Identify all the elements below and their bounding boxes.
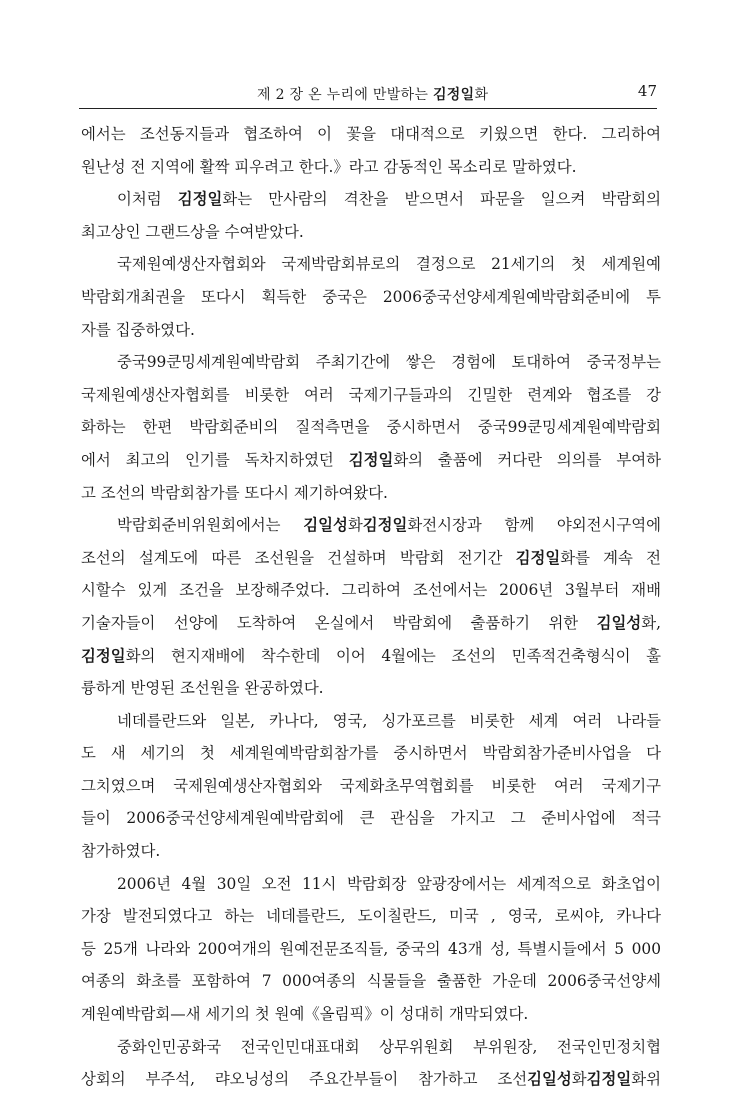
bold-name: 김정일 <box>515 548 561 567</box>
text-span: 에서 최고의 인기를 독차지하였던 <box>81 450 349 469</box>
bold-name: 김일성 <box>596 613 642 632</box>
text-span: 화의 출품에 커다란 의의를 부여하 <box>393 450 661 469</box>
text-line <box>81 933 661 966</box>
text-span: 가장 발전되였다고 하는 네데를란드, 도이칠란드, 미국 , 영국, 로씨야, 카나다 <box>81 907 661 926</box>
text-line <box>81 248 661 281</box>
page-number: 47 <box>637 82 657 100</box>
text-line <box>81 509 661 542</box>
text-span: 화를 계속 전 <box>560 548 661 567</box>
text-line <box>81 705 661 738</box>
text-span: 기술자들이 선양에 도착하여 온실에서 박람회에 출품하기 위한 <box>81 613 597 632</box>
bold-name: 김정일 <box>362 516 408 535</box>
text-span: 화 <box>571 1070 587 1089</box>
text-line <box>81 965 661 998</box>
text-span: 네데를란드와 일본, 카나다, 영국, 싱가포르를 비롯한 세계 여러 나라들 <box>117 711 661 730</box>
text-line <box>81 672 661 705</box>
text-line <box>81 640 661 673</box>
text-span: 참가하였다. <box>81 842 161 861</box>
text-span: 도 새 세기의 첫 세계원예박람회참가를 중시하면서 박람회참가준비사업을 다 <box>81 744 661 763</box>
text-line <box>81 802 661 835</box>
text-span: 이처럼 <box>117 190 178 209</box>
text-span: 박람회개최권을 또다시 획득한 중국은 2006중국선양세계원예박람회준비에 투 <box>81 287 661 306</box>
text-line <box>81 900 661 933</box>
text-span: 화는 만사람의 격찬을 받으면서 파문을 일으켜 박람회의 <box>222 190 661 209</box>
body-text <box>81 118 661 1096</box>
bold-name: 김정일 <box>81 646 126 665</box>
text-span: 최고상인 그랜드상을 수여받았다. <box>81 222 304 241</box>
text-line <box>81 1031 661 1064</box>
text-line <box>81 770 661 803</box>
text-span: 들이 2006중국선양세계원예박람회에 큰 관심을 가지고 그 준비사업에 적극 <box>81 809 661 828</box>
chapter-title-bold: 김정일 <box>432 87 475 103</box>
bold-name: 김정일 <box>586 1070 632 1089</box>
header-rule <box>79 108 657 109</box>
text-span: 에서는 조선동지들과 협조하여 이 꽃을 대대적으로 키웠으면 한다. 그리하여 <box>81 125 661 143</box>
text-line <box>81 379 661 412</box>
text-span: 그치였으며 국제원예생산자협회와 국제화초무역협회를 비롯한 여러 국제기구 <box>81 776 661 795</box>
text-span: 화하는 한편 박람회준비의 질적측면을 중시하면서 중국99쿤밍세계원예박람회 <box>81 418 661 437</box>
text-line <box>81 574 661 607</box>
text-line <box>81 607 661 640</box>
text-span: 륭하게 반영된 조선원을 완공하였다. <box>81 679 324 698</box>
running-header <box>79 82 657 104</box>
text-span: 고 조선의 박람회참가를 또다시 제기하여왔다. <box>81 483 388 502</box>
text-line <box>81 216 661 249</box>
text-line <box>81 542 661 575</box>
text-line <box>81 118 661 151</box>
chapter-title <box>257 84 488 104</box>
text-span: 중화인민공화국 전국인민대표대회 상무위원회 부위원장, 전국인민정치협 <box>117 1037 661 1056</box>
text-line <box>81 998 661 1031</box>
text-span: 화위 <box>631 1070 661 1089</box>
text-line <box>81 346 661 379</box>
text-span: 화 <box>347 516 363 535</box>
text-line <box>81 737 661 770</box>
text-line <box>81 183 661 216</box>
text-line <box>81 281 661 314</box>
text-span: 등 25개 나라와 200여개의 원예전문조직들, 중국의 43개 성, 특별시들에서 5 000 <box>81 939 661 958</box>
text-span: 상회의 부주석, 랴오닝성의 주요간부들이 참가하고 조선 <box>81 1070 528 1089</box>
text-span: 2006년 4월 30일 오전 11시 박람회장 앞광장에서는 세계적으로 화초업이 <box>117 874 661 893</box>
bold-name: 김일성 <box>303 516 348 535</box>
text-span: 중국99쿤밍세계원예박람회 주최기간에 쌓은 경험에 토대하여 중국정부는 <box>117 353 661 372</box>
text-span: 화, <box>641 613 661 632</box>
text-span: 화전시장과 함께 야외전시구역에 <box>407 516 661 535</box>
text-span: 화의 현지재배에 착수한데 이어 4월에는 조선의 민족적건축형식이 훌 <box>125 646 661 665</box>
text-span: 조선의 설계도에 따른 조선원을 건설하며 박람회 전기간 <box>81 548 516 567</box>
text-line <box>81 411 661 444</box>
text-span: 자를 집중하였다. <box>81 320 195 339</box>
text-line <box>81 477 661 510</box>
text-span: 계원예박람회—새 세기의 첫 원예《올림픽》이 성대히 개막되였다. <box>81 1005 529 1024</box>
text-line <box>81 151 661 184</box>
text-span: 원난성 전 지역에 활짝 피우려고 한다.》라고 감동적인 목소리로 말하였다. <box>81 157 577 176</box>
text-line <box>81 835 661 868</box>
text-line <box>81 868 661 901</box>
bold-name: 김정일 <box>348 450 394 469</box>
text-span: 국제원예생산자협회와 국제박람회뷰로의 결정으로 21세기의 첫 세계원예 <box>117 255 661 274</box>
text-span: 시할수 있게 조건을 보장해주었다. 그리하여 조선에서는 2006년 3월부터 재배 <box>81 581 661 600</box>
chapter-title-prefix: 제 2 장 온 누리에 만발하는 <box>257 87 433 103</box>
text-span: 여종의 화초를 포함하여 7 000여종의 식물들을 출품한 가운데 2006중국선양세 <box>81 972 661 991</box>
text-span: 국제원예생산자협회를 비롯한 여러 국제기구들과의 긴밀한 련계와 협조를 강 <box>81 385 661 404</box>
text-line <box>81 1063 661 1096</box>
text-span: 박람회준비위원회에서는 <box>117 516 304 535</box>
chapter-title-suffix: 화 <box>474 87 489 103</box>
bold-name: 김정일 <box>177 190 223 209</box>
text-line <box>81 444 661 477</box>
text-line <box>81 314 661 347</box>
bold-name: 김일성 <box>527 1070 572 1089</box>
